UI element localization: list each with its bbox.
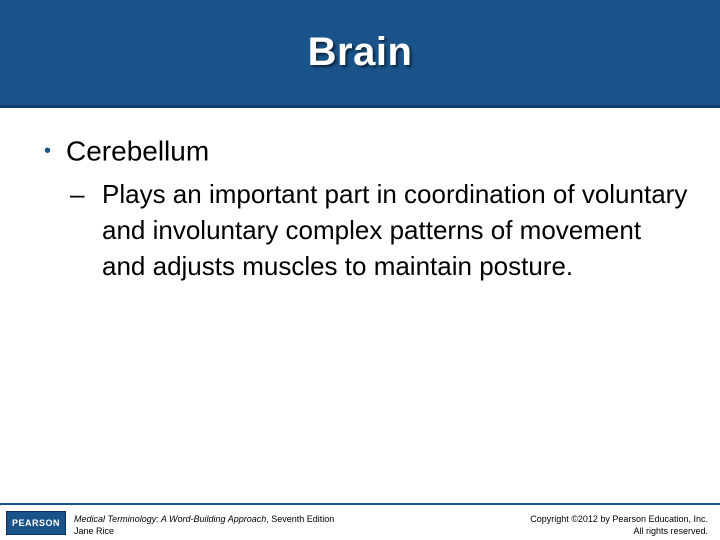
sub-bullet-item [70, 176, 690, 284]
logo-text: PEARSON [11, 518, 60, 528]
slide-title: Brain [307, 30, 413, 74]
bullet-dot-icon: • [44, 140, 52, 163]
book-title: Medical Terminology: A Word-Building Approach [74, 514, 267, 524]
bullet-text: Cerebellum [66, 135, 210, 167]
author-name: Jane Rice [74, 526, 115, 536]
footer-citation [74, 513, 404, 537]
dash-icon: – [70, 179, 85, 209]
footer-divider [0, 503, 720, 505]
sub-bullet-text: Plays an important part in coordination of voluntary and involuntary complex patterns of movement and adjusts muscles to maintain posture. [102, 179, 688, 281]
pearson-logo [6, 511, 66, 535]
book-edition: , Seventh Edition [266, 514, 335, 524]
book-citation [74, 513, 404, 525]
rights-text: All rights reserved. [633, 526, 708, 536]
footer-copyright [448, 513, 708, 537]
title-bar [0, 0, 720, 108]
copyright-text: Copyright ©2012 by Pearson Education, Inc. [530, 514, 708, 524]
bullet-item [44, 134, 684, 168]
